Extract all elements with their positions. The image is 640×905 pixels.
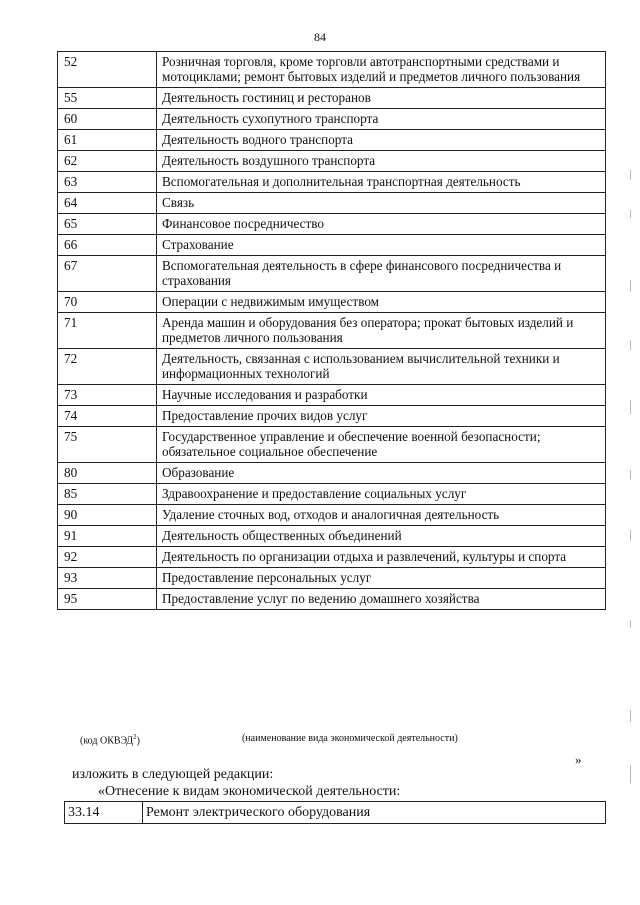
okved-name-cell: Здравоохранение и предоставление социальных услуг [157, 484, 606, 505]
okved-name-cell: Вспомогательная и дополнительная транспортная деятельность [157, 172, 606, 193]
okved-code-cell: 60 [58, 109, 157, 130]
okved-name-cell: Связь [157, 193, 606, 214]
okved-row [58, 463, 606, 484]
caption-okved-code [80, 733, 140, 746]
okved-row [58, 172, 606, 193]
okved-row [58, 385, 606, 406]
okved-name-cell: Предоставление персональных услуг [157, 568, 606, 589]
closing-quote: » [575, 752, 582, 767]
caption-okved-code-close: ) [136, 735, 140, 747]
okved-row [58, 88, 606, 109]
okved-code-cell: 80 [58, 463, 157, 484]
okved-code-cell: 85 [58, 484, 157, 505]
okved-row [58, 349, 606, 385]
okved-row [58, 151, 606, 172]
okved-name-cell: Деятельность сухопутного транспорта [157, 109, 606, 130]
okved-row [58, 292, 606, 313]
okved-row [58, 589, 606, 610]
okved-code-cell: 71 [58, 313, 157, 349]
okved-row [58, 526, 606, 547]
okved-code-cell: 64 [58, 193, 157, 214]
okved-table [57, 51, 606, 610]
okved-code-cell: 61 [58, 130, 157, 151]
okved-row [58, 214, 606, 235]
okved-row [58, 52, 606, 88]
okved-row [58, 109, 606, 130]
new-okved-code-cell: 33.14 [65, 802, 143, 824]
okved-code-cell: 74 [58, 406, 157, 427]
footnote-marker: 2 [133, 733, 137, 741]
okved-name-cell: Розничная торговля, кроме торговли автотранспортными средствами и мотоциклами; ремонт бытовых изделий и предметов личного пользования [157, 52, 606, 88]
okved-code-cell: 95 [58, 589, 157, 610]
okved-code-cell: 73 [58, 385, 157, 406]
okved-code-cell: 67 [58, 256, 157, 292]
okved-name-cell: Страхование [157, 235, 606, 256]
okved-name-cell: Деятельность, связанная с использованием вычислительной техники и информационных технологий [157, 349, 606, 385]
okved-name-cell: Предоставление услуг по ведению домашнего хозяйства [157, 589, 606, 610]
okved-row [58, 427, 606, 463]
okved-table-body [58, 52, 606, 610]
okved-name-cell: Деятельность водного транспорта [157, 130, 606, 151]
new-okved-table [64, 801, 606, 824]
okved-row [58, 313, 606, 349]
okved-code-cell: 72 [58, 349, 157, 385]
okved-name-cell: Образование [157, 463, 606, 484]
new-okved-row [65, 802, 606, 824]
okved-code-cell: 66 [58, 235, 157, 256]
page-number: 84 [314, 30, 326, 44]
okved-code-cell: 55 [58, 88, 157, 109]
okved-name-cell: Операции с недвижимым имуществом [157, 292, 606, 313]
okved-code-cell: 91 [58, 526, 157, 547]
okved-name-cell: Предоставление прочих видов услуг [157, 406, 606, 427]
okved-name-cell: Удаление сточных вод, отходов и аналогичная деятельность [157, 505, 606, 526]
okved-name-cell: Финансовое посредничество [157, 214, 606, 235]
new-okved-name-cell: Ремонт электрического оборудования [143, 802, 606, 824]
okved-name-cell: Аренда машин и оборудования без оператора; прокат бытовых изделий и предметов личного пользования [157, 313, 606, 349]
okved-name-cell: Государственное управление и обеспечение военной безопасности; обязательное социальное обеспечение [157, 427, 606, 463]
caption-activity-name: (наименование вида экономической деятельности) [242, 733, 458, 744]
okved-code-cell: 52 [58, 52, 157, 88]
okved-row [58, 130, 606, 151]
okved-row [58, 484, 606, 505]
subheading-text: «Отнесение к видам экономической деятельности: [98, 784, 401, 799]
okved-name-cell: Деятельность воздушного транспорта [157, 151, 606, 172]
okved-code-cell: 65 [58, 214, 157, 235]
okved-code-cell: 62 [58, 151, 157, 172]
okved-row [58, 406, 606, 427]
okved-name-cell: Деятельность по организации отдыха и развлечений, культуры и спорта [157, 547, 606, 568]
okved-code-cell: 63 [58, 172, 157, 193]
okved-name-cell: Деятельность общественных объединений [157, 526, 606, 547]
okved-name-cell: Вспомогательная деятельность в сфере финансового посредничества и страхования [157, 256, 606, 292]
okved-row [58, 235, 606, 256]
new-okved-table-body [65, 802, 606, 824]
okved-name-cell: Научные исследования и разработки [157, 385, 606, 406]
okved-row [58, 568, 606, 589]
instruction-text: изложить в следующей редакции: [72, 767, 274, 782]
scan-edge-marks [628, 150, 634, 750]
okved-code-cell: 92 [58, 547, 157, 568]
okved-code-cell: 75 [58, 427, 157, 463]
okved-row [58, 547, 606, 568]
okved-code-cell: 70 [58, 292, 157, 313]
caption-okved-code-text: (код ОКВЭД [80, 735, 134, 747]
okved-row [58, 505, 606, 526]
okved-code-cell: 93 [58, 568, 157, 589]
okved-name-cell: Деятельность гостиниц и ресторанов [157, 88, 606, 109]
okved-row [58, 256, 606, 292]
okved-code-cell: 90 [58, 505, 157, 526]
okved-row [58, 193, 606, 214]
